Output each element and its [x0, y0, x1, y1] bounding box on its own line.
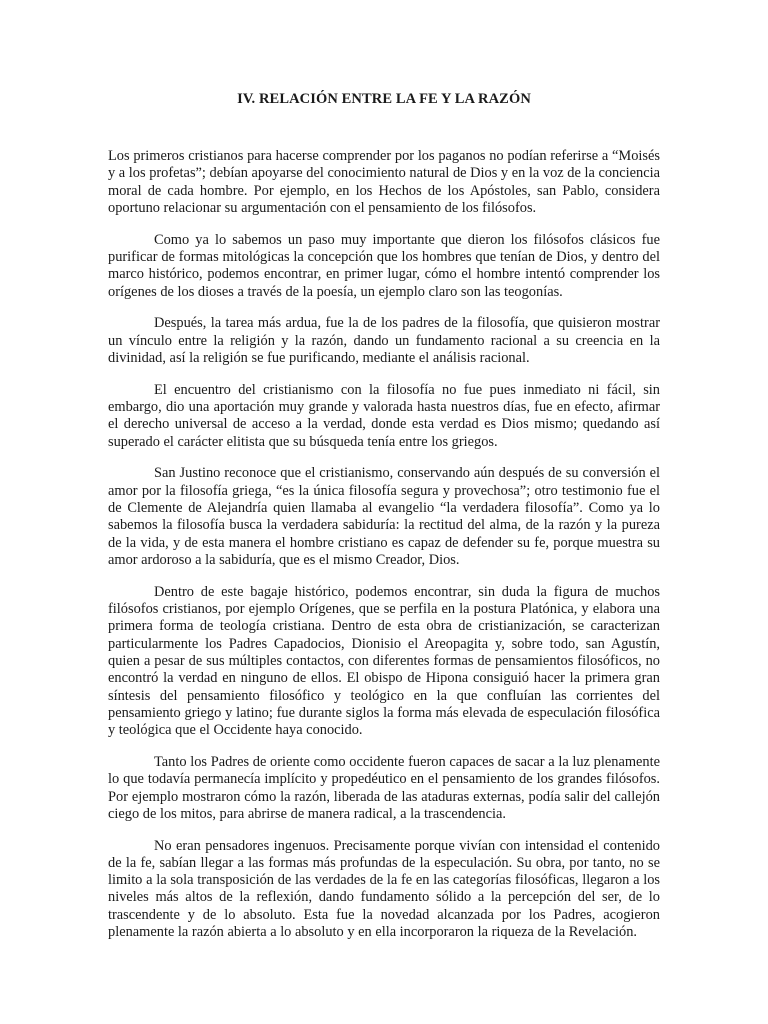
paragraph-6: Dentro de este bagaje histórico, podemos encontrar, sin duda la figura de muchos filósofos cristianos, por ejemplo Orígenes, que se perfila en la postura Platónica, y elabora una primera forma de teología cristiana. Dentro de esta obra de cristianización, se caracterizan particularmente los Padres Capadocios, Dionisio el Areopagita y, sobre todo, san Agustín, quien a pesar de sus múltiples contactos, con diferentes formas de pensamientos filosóficos, no encontró la verdad en ninguno de ellos. El obispo de Hipona consiguió hacer la primera gran síntesis del pensamiento filosófico y teológico en la que confluían las corrientes del pensamiento griego y latino; fue durante siglos la forma más elevada de especulación filosófica y teológica que el Occidente haya conocido.	[108, 583, 660, 739]
paragraph-4: El encuentro del cristianismo con la filosofía no fue pues inmediato ni fácil, sin embargo, dio una aportación muy grande y valorada hasta nuestros días, fue en efecto, afirmar el derecho universal de acceso a la verdad, donde esta verdad es Dios mismo; quedando así superado el carácter elitista que su búsqueda tenía entre los griegos.	[108, 381, 660, 450]
paragraph-3: Después, la tarea más ardua, fue la de los padres de la filosofía, que quisieron mostrar un vínculo entre la religión y la razón, dando un fundamento racional a su creencia en la divinidad, así la religión se fue purificando, mediante el análisis racional.	[108, 315, 660, 366]
paragraph-5: San Justino reconoce que el cristianismo, conservando aún después de su conversión el amor por la filosofía griega, “es la única filosofía segura y provechosa”; otro testimonio fue el de Clemente de Alejandría quien llamaba al evangelio “la verdadera filosofía”. Como ya lo sabemos la filosofía busca la verdadera sabiduría: la rectitud del alma, de la razón y la pureza de la vida, y de esta manera el hombre cristiano es capaz de defender su fe, porque muestra su amor ardoroso a la sabiduría, que es el mismo Creador, Dios.	[108, 465, 660, 568]
paragraph-8: No eran pensadores ingenuos. Precisamente porque vivían con intensidad el contenido de la fe, sabían llegar a las formas más profundas de la especulación. Su obra, por tanto, no se limito a la sola transposición de las verdades de la fe en las categorías filosóficas, llegaron a los niveles más altos de la reflexión, dando fundamento sólido a la percepción del ser, de lo trascendente y de lo absoluto. Esta fue la novedad alcanzada por los Padres, acogieron plenamente la razón abierta a lo absoluto y en ella incorporaron la riqueza de la Revelación.	[108, 837, 660, 941]
paragraph-7: Tanto los Padres de oriente como occidente fueron capaces de sacar a la luz plenamente lo que todavía permanecía implícito y propedéutico en el pensamiento de los grandes filósofos. Por ejemplo mostraron cómo la razón, liberada de las ataduras externas, podía salir del callejón ciego de los mitos, para abrirse de manera radical, a la trascendencia.	[108, 753, 660, 822]
document-body	[108, 148, 660, 956]
paragraph-1: Los primeros cristianos para hacerse comprender por los paganos no podían referirse a “Moisés y a los profetas”; debían apoyarse del conocimiento natural de Dios y en la voz de la conciencia moral de cada hombre. Por ejemplo, en los Hechos de los Apóstoles, san Pablo, considera oportuno relacionar su argumentación con el pensamiento de los filósofos.	[108, 148, 660, 216]
paragraph-2: Como ya lo sabemos un paso muy importante que dieron los filósofos clásicos fue purificar de formas mitológicas la concepción que los hombres que tenían de Dios, y dentro del marco histórico, podemos encontrar, en primer lugar, cómo el hombre intentó comprender los orígenes de los dioses a través de la poesía, un ejemplo claro son las teogonías.	[108, 231, 660, 300]
document-title: IV. RELACIÓN ENTRE LA FE Y LA RAZÓN	[237, 91, 531, 107]
